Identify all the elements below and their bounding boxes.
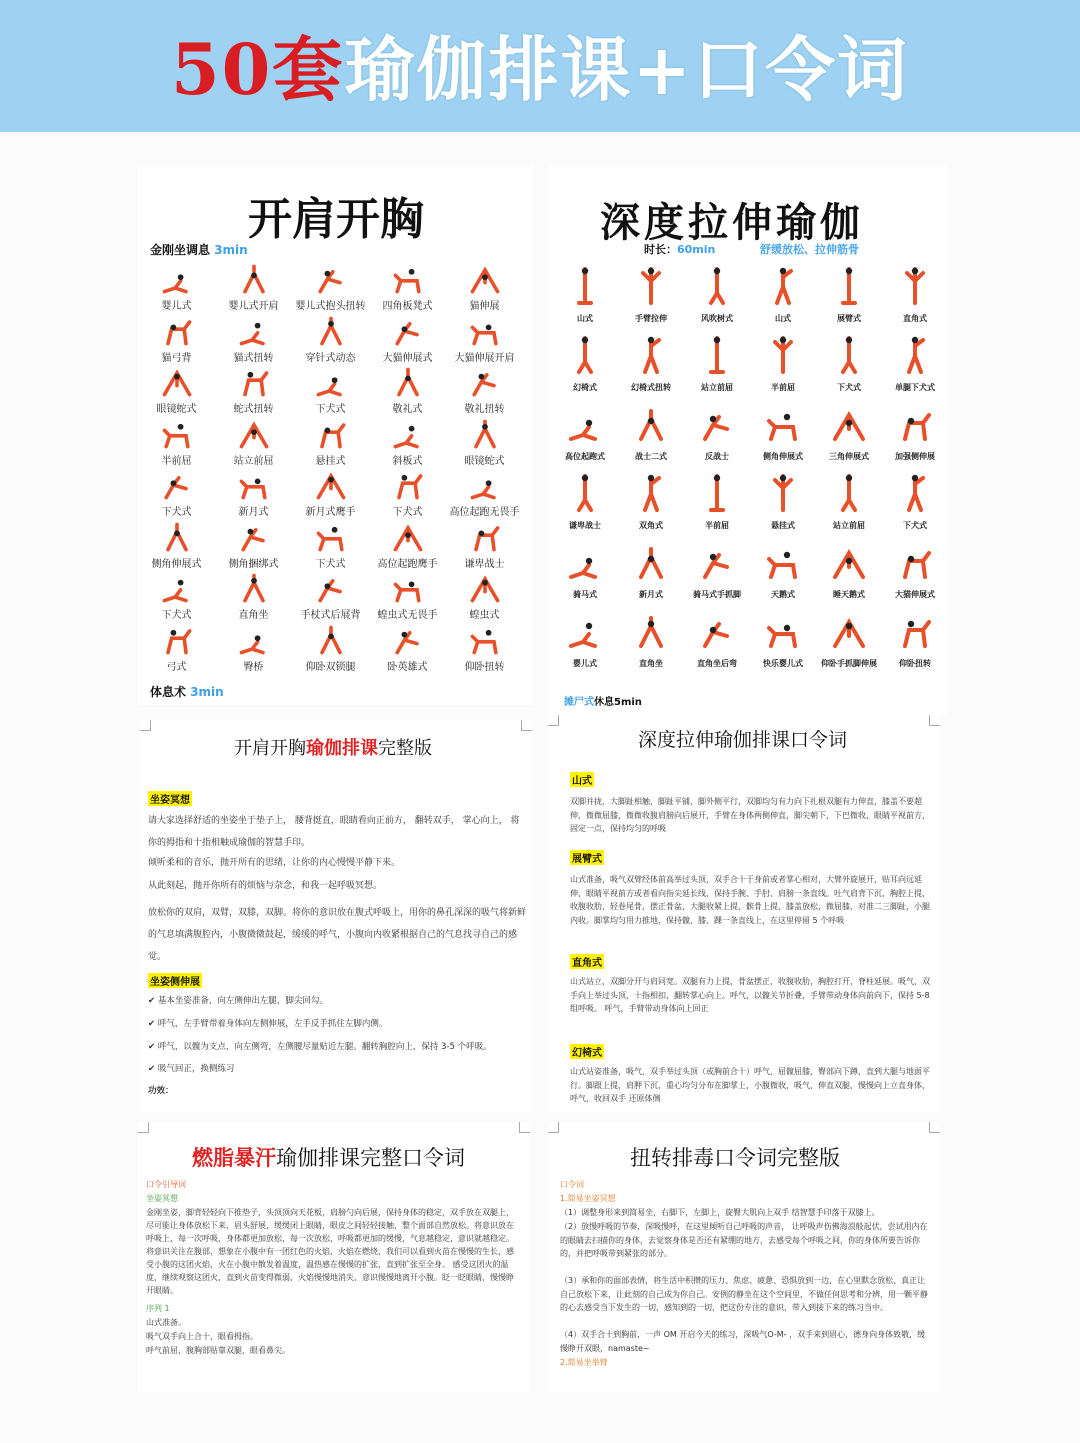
pose-item [292, 467, 369, 518]
pose-label: 展臂式 [837, 314, 861, 323]
crop-mark [929, 715, 940, 726]
yoga-pose-figure-icon [312, 570, 350, 606]
yoga-pose-figure-icon [235, 467, 273, 503]
yoga-pose-figure-icon [389, 570, 427, 606]
yoga-pose-figure-icon [158, 622, 196, 658]
yoga-pose-figure-icon [763, 330, 803, 382]
right-poster [548, 165, 948, 715]
pose-label: 婴儿式 [573, 659, 597, 668]
yoga-pose-figure-icon [631, 330, 671, 382]
yoga-pose-figure-icon [466, 313, 504, 349]
pose-label: 悬挂式 [771, 521, 795, 530]
yoga-pose-figure-icon [312, 416, 350, 452]
crop-mark [140, 720, 151, 731]
pose-item [882, 468, 948, 531]
yoga-pose-figure-icon [895, 606, 935, 658]
pose-label: 反战士 [705, 452, 729, 461]
pose-item [618, 330, 684, 393]
doc3-para-4: 呼气前屈，腹胸部贴靠双腿，眼看鼻尖。 [146, 1346, 290, 1355]
pose-item [369, 467, 446, 518]
yoga-pose-figure-icon [763, 399, 803, 451]
pose-label: 下犬式 [903, 521, 927, 530]
pose-label: 新月式鹰手 [305, 507, 356, 518]
yoga-pose-figure-icon [389, 467, 427, 503]
yoga-pose-figure-icon [389, 313, 427, 349]
pose-label: 骑马式手抓脚 [693, 590, 741, 599]
yoga-pose-figure-icon [697, 537, 737, 589]
pose-label: 站立前屈 [701, 383, 733, 392]
doc3-label-2: 坐姿冥想 [146, 1194, 178, 1203]
yoga-pose-figure-icon [829, 399, 869, 451]
pose-label: 猫伸展 [469, 301, 500, 312]
pose-label: 眼镜蛇式 [464, 455, 505, 467]
yoga-pose-figure-icon [466, 519, 504, 555]
pose-item [292, 313, 369, 364]
left-poster [138, 165, 533, 705]
pose-label: 蝗虫式 [469, 610, 500, 621]
pose-item [684, 606, 750, 669]
pose-label: 直角坐 [238, 610, 269, 621]
pose-item [750, 537, 816, 600]
doc1-bullet-2: ✔ 呼气，左手臂带着身体向左侧伸展，左手反手抓住左脚内侧。 [148, 1019, 388, 1029]
doc1-para-4: 放松你的双肩，双臂，双膝，双脚。将你的意识放在腹式呼吸上，用你的鼻孔深深的吸气将新鲜的气息填满腹腔内，小腹微微鼓起，缓缓的呼气，小腹向内收紧根据自己的气息找寻自己的感觉。 [148, 908, 527, 962]
pose-label: 天鹅式 [771, 590, 795, 599]
pose-item [618, 606, 684, 669]
pose-label: 幻椅式扭转 [631, 383, 671, 392]
pose-label: 蛇式扭转 [233, 404, 274, 415]
yoga-pose-figure-icon [389, 622, 427, 658]
pose-item [215, 467, 292, 518]
pose-label: 婴儿式抱头扭转 [295, 301, 366, 312]
yoga-pose-figure-icon [235, 570, 273, 606]
pose-label: 单腿下犬式 [895, 383, 935, 392]
yoga-pose-figure-icon [466, 570, 504, 606]
yoga-pose-figure-icon [312, 519, 350, 555]
yoga-pose-figure-icon [631, 606, 671, 658]
pose-label: 快乐婴儿式 [763, 659, 803, 668]
crop-mark [929, 1122, 940, 1133]
pose-label: 谦卑战士 [464, 558, 505, 570]
pose-label: 山式 [775, 314, 791, 323]
yoga-pose-figure-icon [697, 399, 737, 451]
banner-title-rest: 瑜伽排课+口令词 [344, 28, 910, 111]
banner-title-number: 50套 [170, 28, 345, 111]
pose-item [215, 261, 292, 312]
pose-label: 猫弓背 [161, 352, 192, 364]
yoga-pose-figure-icon [565, 537, 605, 589]
yoga-pose-figure-icon [312, 364, 350, 400]
pose-item [369, 519, 446, 570]
doc1-para-2: 倾听柔和的音乐，抛开所有的思绪，让你的内心慢慢平静下来。 [148, 858, 401, 868]
doc3-para-3: 吸气双手向上合十，眼看拇指。 [146, 1332, 258, 1341]
pose-item [369, 261, 446, 312]
pose-label: 侧角伸展式 [763, 452, 803, 461]
pose-label: 大猫伸展开肩 [454, 352, 515, 364]
pose-item [816, 330, 882, 393]
pose-label: 斜板式 [392, 455, 423, 467]
doc4-title: 扭转排毒口令词完整版 [630, 1146, 840, 1170]
yoga-pose-figure-icon [565, 468, 605, 520]
pose-item [684, 330, 750, 393]
pose-item [618, 468, 684, 531]
doc4-label-3: 2.简易坐举臂 [560, 1358, 608, 1367]
yoga-pose-figure-icon [829, 261, 869, 313]
pose-label: 双角式 [639, 521, 663, 530]
pose-label: 下犬式 [837, 383, 861, 392]
left-start-label: 金刚坐调息 3min [150, 243, 248, 257]
pose-label: 风吹树式 [701, 314, 733, 323]
yoga-pose-figure-icon [389, 416, 427, 452]
yoga-pose-figure-icon [763, 537, 803, 589]
pose-item [750, 468, 816, 531]
pose-item [446, 570, 523, 621]
right-end-label: 摊尸式休息5min [564, 697, 642, 708]
pose-label: 站立前屈 [233, 455, 274, 467]
pose-label: 三角伸展式 [829, 452, 869, 461]
pose-item [882, 261, 948, 324]
yoga-pose-figure-icon [158, 313, 196, 349]
doc4-para-2: （2）放慢呼吸的节奏，深吸慢呼，在这里倾听自己呼吸的声音， 让呼吸声伤佛海浪般起伏，尝试用内在的眼睛去扫描你的身体，去觉察身体是否还有紧绷的地方，去感受每个呼吸之间，你的身体所要告诉你的，并把呼吸带到紧张的部分。 [560, 1222, 928, 1258]
pose-label: 卧英雄式 [387, 661, 428, 673]
doc4-para-4: （4）双手合十到胸前，一声 OM 开启今天的练习，深吸气O-M- ，双手来到眉心，德身向身体致敬，缓慢睁开双眼，namaste~ [560, 1330, 926, 1353]
doc3-para-1: 金刚坐姿，脚背轻轻向下推垫子，头顶顶向天花板，肩膀勺向后展，保持身体的稳定，双手放在双腿上，尽可能让身体放松下来，眉头舒展，缓缓闭上眼睛，眼皮之间轻轻接触，整个面部自然放松。将意识放在呼吸上，每一次呼吸，身体都更加放松，每一次放松，呼吸都更加的缓慢，气息越稳定，意识就越稳定。将意识关注在腹部，想象在小腹中有一团红色的火焰，火焰在燃烧，我们可以看到火苗在慢慢的生长，感受小腹的这团火焰，火在小腹中散发着温度，温热感在慢慢的扩张，直到扩张至全身。 感受这团火的温度，继续观察这团火，直到火苗变得微弱，火焰慢慢地消失，意识慢慢地离开小腹。眨一眨眼睛，慢慢睁开眼睛。 [146, 1208, 514, 1295]
yoga-pose-figure-icon [697, 606, 737, 658]
pose-item [369, 313, 446, 364]
doc2-heading-3: 直角式 [570, 951, 604, 970]
yoga-pose-figure-icon [158, 467, 196, 503]
doc-kaijian [140, 720, 532, 1112]
pose-item [369, 364, 446, 415]
yoga-pose-figure-icon [158, 570, 196, 606]
doc-fat-burn [138, 1122, 530, 1392]
pose-item [292, 261, 369, 312]
pose-item [552, 261, 618, 324]
yoga-pose-figure-icon [466, 622, 504, 658]
pose-item [882, 399, 948, 462]
yoga-pose-figure-icon [312, 261, 350, 297]
pose-label: 侧角捆绑式 [228, 558, 279, 570]
pose-label: 仰卧双锁腿 [305, 661, 356, 673]
pose-item [138, 519, 215, 570]
pose-item [215, 416, 292, 467]
pose-label: 手杖式后展背 [300, 610, 361, 621]
doc2-heading-2: 展臂式 [570, 847, 604, 866]
doc2-para-3: 山式站立，双脚分开与肩同宽。双腿有力上提，骨盆摆正，收腹收肋，胸腔打开，脊柱延展。吸气，双手向上举过头顶，十指相扣，翻转掌心向上。呼气，以髋关节折叠，手臂带动身体向前向下，保持 5-8 组呼吸。 呼气，手臂带动身体向上回正 [570, 977, 930, 1013]
doc4-para-3: （3）承和你的面部表情，将生活中积攒的压力、焦虑、疲惫、恐惧放到一边，在心里默念放松、真正让自己放松下来，让此刻的自己成为你自己。安例的静坐在这个空间里，不做任何思考和分辨，用一颗平静的心去感受当下发生的一切，感知到的一切，把这份专注的意识，带入到接下来的练习当中。 [560, 1276, 928, 1312]
doc1-heading-3: 功效： [148, 1086, 174, 1096]
pose-label: 高位起跑式 [565, 452, 605, 461]
yoga-pose-figure-icon [158, 261, 196, 297]
doc1-para-3: 从此刻起，抛开你所有的烦恼与杂念，和我一起呼吸冥想。 [148, 881, 383, 891]
pose-item [138, 261, 215, 312]
pose-item [552, 468, 618, 531]
pose-item [292, 622, 369, 673]
yoga-pose-figure-icon [389, 261, 427, 297]
pose-label: 婴儿式开肩 [228, 301, 279, 312]
pose-item [446, 622, 523, 673]
yoga-pose-figure-icon [895, 330, 935, 382]
pose-item [446, 467, 523, 518]
yoga-pose-figure-icon [697, 330, 737, 382]
pose-item [292, 519, 369, 570]
pose-item [552, 606, 618, 669]
pose-label: 山式 [577, 314, 593, 323]
yoga-pose-figure-icon [158, 364, 196, 400]
doc4-label-2: 1.简易坐姿冥想 [560, 1194, 616, 1203]
pose-label: 新月式 [639, 590, 663, 599]
pose-item [816, 468, 882, 531]
yoga-pose-figure-icon [312, 622, 350, 658]
pose-label: 幻椅式 [573, 383, 597, 392]
pose-item [618, 399, 684, 462]
yoga-pose-figure-icon [829, 537, 869, 589]
pose-item [292, 364, 369, 415]
yoga-pose-figure-icon [235, 622, 273, 658]
yoga-pose-figure-icon [829, 330, 869, 382]
yoga-pose-figure-icon [697, 261, 737, 313]
pose-label: 下犬式 [392, 507, 423, 518]
yoga-pose-figure-icon [895, 537, 935, 589]
pose-label: 睡天鹅式 [833, 590, 865, 599]
yoga-pose-figure-icon [631, 399, 671, 451]
pose-item [446, 364, 523, 415]
pose-item [369, 416, 446, 467]
pose-item [138, 416, 215, 467]
pose-item [138, 467, 215, 518]
pose-item [684, 261, 750, 324]
pose-item [138, 313, 215, 364]
pose-label: 半前屈 [771, 383, 795, 392]
pose-item [882, 537, 948, 600]
pose-item [446, 519, 523, 570]
yoga-pose-figure-icon [763, 606, 803, 658]
pose-item [684, 399, 750, 462]
doc4-para-1: （1）调整身形来到简易坐，右脚下，左脚上，旋臀大肌向上双手 结智慧手印落于双膝上。 [560, 1208, 880, 1217]
pose-item [618, 261, 684, 324]
pose-item [816, 537, 882, 600]
pose-item [750, 261, 816, 324]
doc2-para-1: 双脚并拢，大脚趾相触，脚趾平铺，脚外侧平行，双脚均匀有力向下扎根双腿有力伸直，膝盖不要超伸，微微屈膝，微微收腹肩膀向后展开，手臂在身体两侧伸直，脚尖朝下，下巴微收，眼睛平视前方，固定一点，保持均匀的呼吸 [570, 797, 930, 833]
pose-item [618, 537, 684, 600]
yoga-pose-figure-icon [389, 364, 427, 400]
right-duration: 时长：60min [644, 243, 716, 256]
pose-item [552, 537, 618, 600]
yoga-pose-figure-icon [565, 606, 605, 658]
yoga-pose-figure-icon [895, 261, 935, 313]
pose-item [215, 364, 292, 415]
crop-mark [548, 715, 559, 726]
doc3-para-2: 山式准备。 [146, 1318, 186, 1327]
pose-item [446, 313, 523, 364]
left-poster-title: 开肩开胸 [248, 194, 424, 245]
pose-label: 大猫伸展式 [382, 352, 433, 364]
pose-label: 半前屈 [161, 455, 192, 467]
left-end-label: 体息术 3min [150, 685, 224, 699]
pose-item [816, 399, 882, 462]
crop-mark [138, 1122, 149, 1133]
doc2-title: 深度拉伸瑜伽排课口令词 [638, 729, 848, 751]
doc1-title: 开肩开胸瑜伽排课完整版 [234, 738, 432, 759]
left-pose-grid [138, 261, 533, 681]
pose-label: 高位起跑无畏手 [449, 507, 520, 518]
pose-item [552, 330, 618, 393]
pose-label: 战士二式 [635, 452, 667, 461]
yoga-pose-figure-icon [895, 468, 935, 520]
pose-label: 四角板凳式 [382, 301, 433, 312]
right-tagline: 舒缓放松、拉伸筋骨 [760, 243, 859, 256]
pose-label: 谦卑战士 [569, 521, 601, 530]
pose-label: 蝗虫式无畏手 [377, 610, 438, 621]
yoga-pose-figure-icon [235, 261, 273, 297]
doc2-para-4: 山式站姿准备，吸气，双手举过头顶（或胸前合十）呼气，屈髋屈膝，臀部向下蹲，直到大腿与地面平行。脚跟上提，肩胛下沉，重心均匀分布在脚掌上，小腹微收，吸气，伸直双腿，慢慢向上立直身体，呼气，收回双手 还原体侧 [570, 1067, 930, 1103]
pose-label: 敬礼扭转 [464, 404, 505, 415]
pose-item [816, 606, 882, 669]
pose-label: 下犬式 [161, 610, 192, 621]
doc1-bullet-1: ✔ 基本坐姿准备，向左侧伸出左腿，脚尖回勾。 [148, 996, 328, 1006]
pose-label: 悬挂式 [315, 455, 346, 467]
pose-item [369, 622, 446, 673]
yoga-pose-figure-icon [466, 364, 504, 400]
yoga-pose-figure-icon [389, 519, 427, 555]
pose-label: 半前屈 [705, 521, 729, 530]
yoga-pose-figure-icon [235, 364, 273, 400]
doc3-title: 燃脂暴汗瑜伽排课完整口令词 [192, 1146, 465, 1170]
pose-label: 直角坐后弯 [697, 659, 737, 668]
yoga-pose-figure-icon [565, 399, 605, 451]
pose-item [369, 570, 446, 621]
yoga-pose-figure-icon [158, 519, 196, 555]
doc2-heading-4: 幻椅式 [570, 1041, 604, 1060]
pose-label: 手臂拉伸 [635, 314, 667, 323]
yoga-pose-figure-icon [895, 399, 935, 451]
pose-label: 穿针式动态 [305, 352, 356, 364]
pose-item [750, 330, 816, 393]
pose-item [750, 606, 816, 669]
doc1-para-1: 请大家选择舒适的坐姿坐于垫子上， 腰背挺直，眼睛看向正前方， 翻转双手， 掌心向上， 将你的拇指和十指相触成瑜伽的智慧手印。 [148, 816, 520, 848]
pose-label: 侧角伸展式 [151, 558, 202, 570]
pose-label: 大猫伸展式 [895, 590, 935, 599]
doc1-heading-2: 坐姿侧伸展 [148, 970, 202, 989]
pose-label: 站立前屈 [833, 521, 865, 530]
yoga-pose-figure-icon [466, 416, 504, 452]
crop-mark [548, 1122, 559, 1133]
yoga-pose-figure-icon [631, 261, 671, 313]
pose-item [684, 537, 750, 600]
pose-item [138, 622, 215, 673]
yoga-pose-figure-icon [235, 416, 273, 452]
crop-mark [521, 720, 532, 731]
doc4-label-1: 口令词 [560, 1180, 584, 1189]
yoga-pose-figure-icon [466, 261, 504, 297]
doc1-heading-1: 坐姿冥想 [148, 788, 192, 807]
yoga-pose-figure-icon [235, 519, 273, 555]
doc2-para-2: 山式准备，吸气双臂经体前高举过头顶，双手合十于身前或者掌心相对，大臂外旋展开，贴耳向远延伸，眼睛平视前方或者看向指尖延长线，保持手腕、手肘、肩膀一条直线。吐气肩背下沉，胸腔上提，收腹收肋，轻卷尾骨，摆正骨盆，大腿收紧上提，髌骨上提，膝盖放松，微屈膝，对准二三脚趾，小腿内收。脚掌均匀用力推地，保持髋、膝、踝一条直线上，在这里停留 5 个呼吸 [570, 875, 930, 925]
yoga-pose-figure-icon [829, 468, 869, 520]
pose-label: 臀桥 [243, 661, 264, 673]
yoga-pose-figure-icon [829, 606, 869, 658]
pose-label: 加强侧伸展 [895, 452, 935, 461]
pose-label: 下犬式 [161, 507, 192, 518]
right-poster-title: 深度拉伸瑜伽 [600, 199, 864, 246]
pose-item [215, 622, 292, 673]
pose-label: 直角式 [903, 314, 927, 323]
yoga-pose-figure-icon [312, 467, 350, 503]
pose-label: 仰卧手抓脚伸展 [821, 659, 877, 668]
pose-label: 下犬式 [315, 404, 346, 415]
header-banner [0, 0, 1080, 132]
banner-title [0, 28, 1080, 112]
yoga-pose-figure-icon [312, 313, 350, 349]
pose-label: 婴儿式 [161, 301, 192, 312]
pose-item [215, 570, 292, 621]
doc-twist-detox [548, 1122, 940, 1392]
pose-label: 下犬式 [315, 558, 346, 570]
pose-item [882, 330, 948, 393]
doc1-bullet-3: ✔ 呼气，以髋为支点，向左侧弯，左侧腰尽量贴近左腿。翻转胸腔向上，保持 3-5 个呼吸。 [148, 1042, 492, 1052]
yoga-pose-figure-icon [235, 313, 273, 349]
pose-item [684, 468, 750, 531]
yoga-pose-figure-icon [565, 330, 605, 382]
pose-item [138, 570, 215, 621]
pose-label: 仰卧扭转 [899, 659, 931, 668]
pose-label: 高位起跑鹰手 [377, 558, 438, 570]
pose-label: 猫式扭转 [233, 352, 274, 364]
yoga-pose-figure-icon [631, 537, 671, 589]
pose-item [292, 570, 369, 621]
pose-label: 弓式 [166, 661, 187, 673]
doc2-heading-1: 山式 [570, 769, 594, 788]
pose-item [446, 261, 523, 312]
pose-item [882, 606, 948, 669]
right-pose-grid [548, 261, 948, 681]
pose-item [750, 399, 816, 462]
yoga-pose-figure-icon [466, 467, 504, 503]
pose-item [816, 261, 882, 324]
pose-label: 直角坐 [639, 659, 663, 668]
crop-mark [519, 1122, 530, 1133]
pose-label: 仰卧扭转 [464, 661, 505, 673]
pose-item [552, 399, 618, 462]
yoga-pose-figure-icon [763, 468, 803, 520]
pose-label: 新月式 [238, 507, 269, 518]
yoga-pose-figure-icon [158, 416, 196, 452]
pose-item [138, 364, 215, 415]
doc3-label-1: 口令引导词 [146, 1180, 186, 1189]
pose-item [215, 313, 292, 364]
doc-deep-stretch [548, 715, 940, 1112]
pose-item [292, 416, 369, 467]
pose-item [446, 416, 523, 467]
yoga-pose-figure-icon [763, 261, 803, 313]
pose-label: 敬礼式 [392, 404, 423, 415]
doc3-label-3: 序列 1 [146, 1304, 170, 1313]
doc1-bullet-4: ✔ 吸气回正，换侧练习 [148, 1064, 235, 1074]
yoga-pose-figure-icon [697, 468, 737, 520]
pose-label: 骑马式 [573, 590, 597, 599]
pose-item [215, 519, 292, 570]
pose-label: 眼镜蛇式 [156, 404, 197, 415]
yoga-pose-figure-icon [631, 468, 671, 520]
yoga-pose-figure-icon [565, 261, 605, 313]
